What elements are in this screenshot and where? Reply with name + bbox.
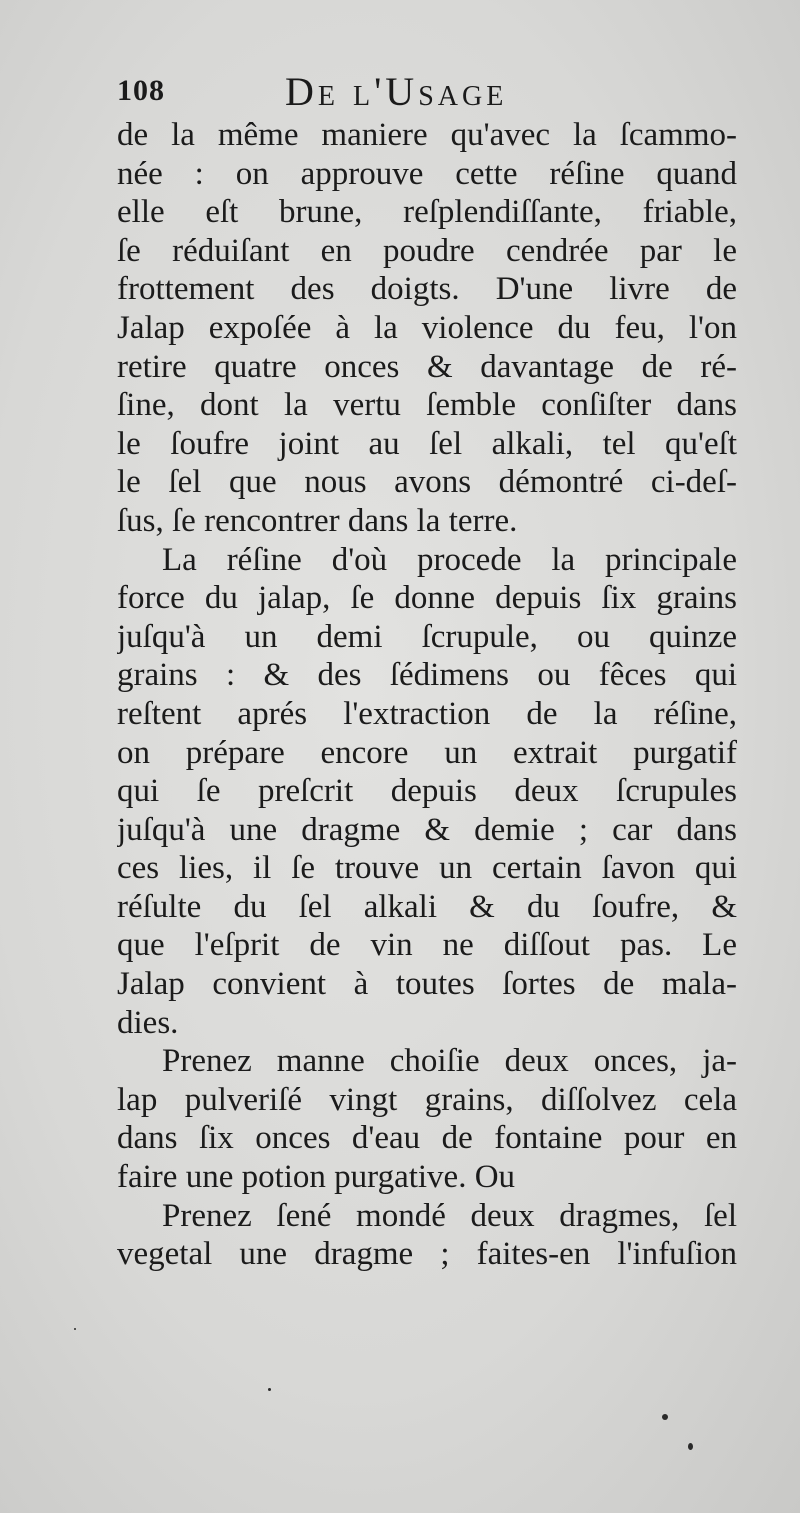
text-line: elle eſt brune, reſplendiſſante, friable, bbox=[117, 194, 737, 231]
text-line: vegetal une dragme ; faites-en l'infuſion bbox=[117, 1236, 737, 1273]
text-line: juſqu'à un demi ſcrupule, ou quinze bbox=[117, 618, 737, 655]
text-line: retire quatre onces & davantage de ré- bbox=[117, 348, 737, 385]
text-line: force du jalap, ſe donne depuis ſix grains bbox=[117, 580, 737, 617]
text-line: le ſel que nous avons démontré ci-deſ- bbox=[117, 464, 737, 501]
text-line: ſine, dont la vertu ſemble conſiſter dans bbox=[117, 387, 737, 424]
ink-speck bbox=[74, 1328, 76, 1330]
page-number: 108 bbox=[117, 74, 165, 107]
text-line: juſqu'à une dragme & demie ; car dans bbox=[117, 811, 737, 848]
text-line: frottement des doigts. D'une livre de bbox=[117, 271, 737, 308]
ink-speck bbox=[268, 1388, 271, 1391]
text-line: née : on approuve cette réſine quand bbox=[117, 155, 737, 192]
text-line: Jalap convient à toutes ſortes de mala- bbox=[117, 966, 737, 1003]
running-head: De l'Usage bbox=[285, 69, 508, 114]
text-line: on prépare encore un extrait purgatif bbox=[117, 734, 737, 771]
text-line: qui ſe preſcrit depuis deux ſcrupules bbox=[117, 773, 737, 810]
text-line: réſulte du ſel alkali & du ſoufre, & bbox=[117, 888, 737, 925]
page-header bbox=[117, 66, 737, 116]
text-line: ces lies, il ſe trouve un certain ſavon qui bbox=[117, 850, 737, 887]
paragraph-start-line: La réſine d'où procede la principale bbox=[162, 541, 737, 578]
paragraph-start-line: Prenez ſené mondé deux dragmes, ſel bbox=[162, 1197, 737, 1234]
text-line: que l'eſprit de vin ne diſſout pas. Le bbox=[117, 927, 737, 964]
text-line: lap pulveriſé vingt grains, diſſolvez cela bbox=[117, 1081, 737, 1118]
text-line: ſe réduiſant en poudre cendrée par le bbox=[117, 232, 737, 269]
text-line: Jalap expoſée à la violence du feu, l'on bbox=[117, 309, 737, 346]
text-line: le ſoufre joint au ſel alkali, tel qu'eſt bbox=[117, 425, 737, 462]
text-line: grains : & des ſédimens ou fêces qui bbox=[117, 657, 737, 694]
text-line: faire une potion purgative. Ou bbox=[117, 1159, 516, 1196]
body-text bbox=[117, 116, 737, 1274]
ink-speck bbox=[688, 1443, 693, 1450]
text-line: ſus, ſe rencontrer dans la terre. bbox=[117, 502, 518, 539]
text-line: dies. bbox=[117, 1004, 179, 1041]
text-line: dans ſix onces d'eau de fontaine pour en bbox=[117, 1120, 737, 1157]
text-line: reſtent aprés l'extraction de la réſine, bbox=[117, 695, 737, 732]
text-line: de la même maniere qu'avec la ſcammo- bbox=[117, 117, 737, 153]
paragraph-start-line: Prenez manne choiſie deux onces, ja- bbox=[162, 1043, 737, 1080]
ink-speck bbox=[662, 1414, 668, 1420]
